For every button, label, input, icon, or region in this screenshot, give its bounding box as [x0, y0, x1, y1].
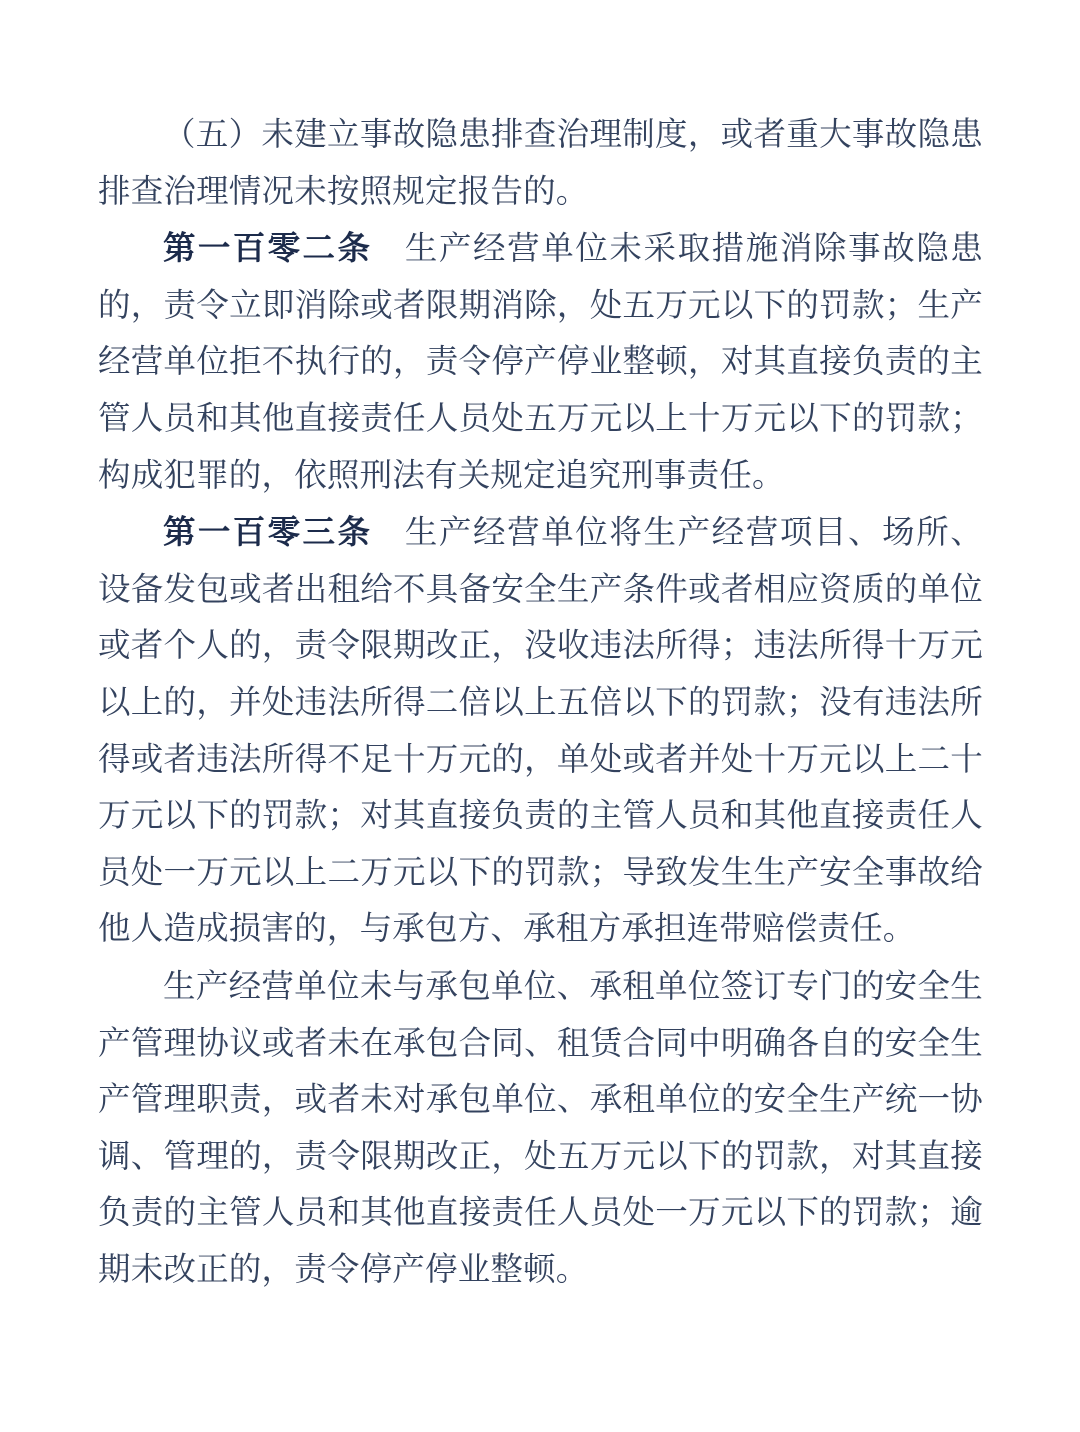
article-102-number: 第一百零二条	[163, 230, 373, 267]
article-103-text: 生产经营单位将生产经营项目、场所、设备发包或者出租给不具备安全生产条件或者相应资质的单位或者个人的，责令限期改正，没收违法所得；违法所得十万元以上的，并处违法所得二倍以上五倍以下的罚款；没有违法所得或者违法所得不足十万元的，单处或者并处十万元以上二十万元以下的罚款；对其直接负责的主管人员和其他直接责任人员处一万元以上二万元以下的罚款；导致发生生产安全事故给他人造成损害的，与承包方、承租方承担连带赔偿责任。	[98, 515, 983, 948]
article-102-text: 生产经营单位未采取措施消除事故隐患的，责令立即消除或者限期消除，处五万元以下的罚款；生产经营单位拒不执行的，责令停产停业整顿，对其直接负责的主管人员和其他直接责任人员处五万元以上十万元以下的罚款；构成犯罪的，依照刑法有关规定追究刑事责任。	[98, 231, 983, 494]
article-103-number: 第一百零三条	[163, 514, 373, 551]
article-103-paragraph-2-text: 生产经营单位未与承包单位、承租单位签订专门的安全生产管理协议或者未在承包合同、租赁合同中明确各自的安全生产管理职责，或者未对承包单位、承租单位的安全生产统一协调、管理的，责令限期改正，处五万元以下的罚款，对其直接负责的主管人员和其他直接责任人员处一万元以下的罚款；逾期未改正的，责令停产停业整顿。	[98, 968, 983, 1288]
article-103-paragraph-2	[98, 958, 983, 1299]
clause-item-5-paragraph	[98, 106, 983, 220]
clause-item-5-text: （五）未建立事故隐患排查治理制度，或者重大事故隐患排查治理情况未按照规定报告的。	[98, 117, 983, 210]
article-102-paragraph	[98, 220, 983, 504]
article-103-paragraph	[98, 504, 983, 958]
